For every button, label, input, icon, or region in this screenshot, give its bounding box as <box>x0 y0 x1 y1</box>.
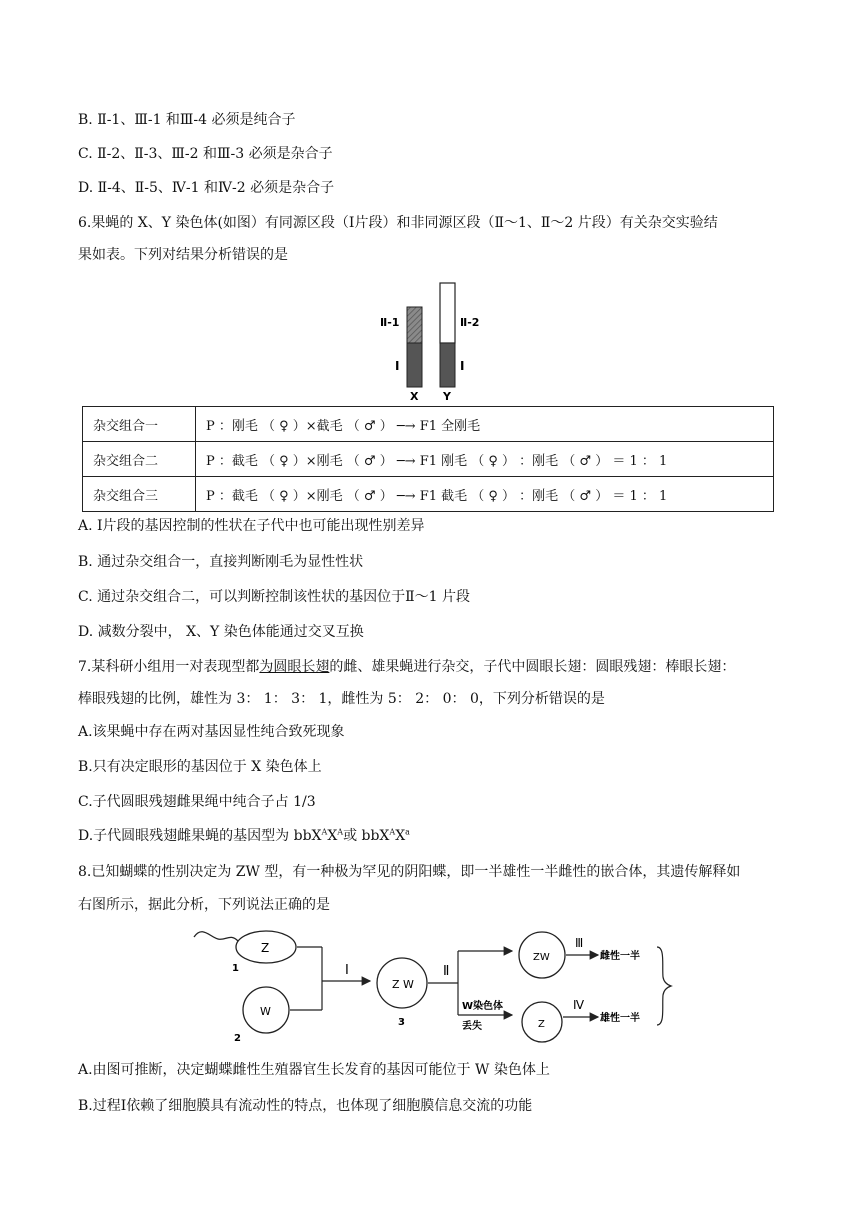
q6-option-c: C. 通过杂交组合二，可以判断控制该性状的基因位于Ⅱ～1 片段 <box>78 589 470 605</box>
allele-sup: a <box>405 827 410 837</box>
label-x-i: Ⅰ <box>395 359 400 373</box>
xy-chromosome-figure <box>360 278 500 404</box>
q5-option-d: D. Ⅱ-4、Ⅱ-5、Ⅳ-1 和Ⅳ-2 必须是杂合子 <box>78 180 335 196</box>
q7-option-d-text: X <box>395 828 406 844</box>
q8-stem-line2: 右图所示，据此分析，下列说法正确的是 <box>78 897 330 913</box>
cell-1-label: Z <box>261 941 270 955</box>
label-ii2: Ⅱ-2 <box>460 316 480 329</box>
cell-z-label: Z <box>538 1019 545 1030</box>
y-chromosome-segment-i <box>440 343 455 387</box>
allele-sup: A <box>321 827 328 837</box>
table-row <box>83 442 774 477</box>
q7-option-d-text: D.子代圆眼残翅雌果蝇的基因型为 bbX <box>78 828 322 844</box>
q7-stem-part2: 的雌、雄果蝇进行杂交，子代中圆眼长翅：圆眼残翅：棒眼长翅： <box>329 659 736 675</box>
step-i-label: Ⅰ <box>345 963 349 978</box>
butterfly-inheritance-diagram <box>190 925 680 1043</box>
x-chromosome-segment-ii1 <box>407 307 422 343</box>
cell-2-label: W <box>260 1005 271 1018</box>
table-row <box>83 407 774 442</box>
cross-content: P ：刚毛 （ ♀ ）×截毛 （ ♂ ） ─→ F1 全刚毛 <box>196 407 774 442</box>
q7-option-d-text: X <box>327 828 338 844</box>
q7-stem-line1 <box>78 657 735 677</box>
q7-option-d-text: 或 bbX <box>343 828 390 844</box>
q6-stem-line1: 6.果蝇的 X、Y 染色体(如图）有同源区段（Ⅰ片段）和非同源区段（Ⅱ～1、Ⅱ～2 片段）有关杂交实验结 <box>78 215 718 231</box>
step-iii-label: Ⅲ <box>575 936 584 950</box>
q7-option-d <box>78 826 410 846</box>
q6-option-d: D. 减数分裂中， X、Y 染色体能通过交叉互换 <box>78 624 364 640</box>
step-ii-label: Ⅱ <box>443 964 450 979</box>
step-iv-label: Ⅳ <box>573 998 585 1012</box>
cell-1-number: 1 <box>232 963 239 974</box>
q7-stem-part1: 7.某科研小组用一对表现型都 <box>78 659 260 675</box>
q7-option-a: A.该果蝇中存在两对基因显性纯合致死现象 <box>78 724 345 740</box>
label-ii1: Ⅱ-1 <box>380 316 400 329</box>
q7-option-b: B.只有决定眼形的基因位于 X 染色体上 <box>78 759 322 775</box>
q6-option-b: B. 通过杂交组合一，直接判断刚毛为显性性状 <box>78 554 364 570</box>
cell-2-number: 2 <box>234 1033 241 1043</box>
cell-zw-label: ZW <box>533 952 550 963</box>
label-y-i: Ⅰ <box>460 359 465 373</box>
cell-3-label: Z W <box>392 978 414 991</box>
cell-3-number: 3 <box>398 1017 405 1028</box>
q8-option-a: A.由图可推断，决定蝴蝶雌性生殖器官生长发育的基因可能位于 W 染色体上 <box>78 1062 550 1078</box>
q7-option-c: C.子代圆眼残翅雌果绳中纯合子占 1/3 <box>78 794 316 810</box>
q6-stem-line2: 果如表。下列对结果分析错误的是 <box>78 247 288 263</box>
q8-option-b: B.过程Ⅰ依赖了细胞膜具有流动性的特点，也体现了细胞膜信息交流的功能 <box>78 1098 533 1114</box>
w-loss-label: W染色体 <box>462 1001 504 1012</box>
label-y: Y <box>443 390 451 403</box>
label-x: X <box>410 390 419 403</box>
cross-content: P ：截毛 （ ♀ ）×刚毛 （ ♂ ） ─→ F1 刚毛 （ ♀ ） ：刚毛 （ ♂ ） ＝ 1 ： 1 <box>196 442 774 477</box>
y-chromosome-segment-ii2 <box>440 283 455 343</box>
right-brace <box>657 947 671 1025</box>
table-row <box>83 477 774 512</box>
cross-label: 杂交组合二 <box>83 442 196 477</box>
allele-sup: A <box>389 827 396 837</box>
w-loss-label-2: 丢失 <box>462 1021 482 1032</box>
q6-option-a: A. Ⅰ片段的基因控制的性状在子代中也可能出现性别差异 <box>78 518 425 534</box>
x-chromosome-segment-i <box>407 343 422 387</box>
male-half-label: 雄性一半 <box>600 1013 640 1024</box>
sperm-tail-icon <box>194 932 238 941</box>
q5-option-c: C. Ⅱ-2、Ⅱ-3、Ⅲ-2 和Ⅲ-3 必须是杂合子 <box>78 146 333 162</box>
q7-stem-line2: 棒眼残翅的比例，雄性为 3： 1： 3： 1，雌性为 5： 2： 0： 0，下列分析错误的是 <box>78 691 605 707</box>
q7-underlined-phrase: 为圆眼长翅 <box>259 659 330 675</box>
allele-sup: A <box>337 827 344 837</box>
q5-option-b: B. Ⅱ-1、Ⅲ-1 和Ⅲ-4 必须是纯合子 <box>78 112 296 128</box>
cross-label: 杂交组合一 <box>83 407 196 442</box>
cross-results-table <box>82 406 774 512</box>
cross-content: P ：截毛 （ ♀ ）×刚毛 （ ♂ ） ─→ F1 截毛 （ ♀ ） ：刚毛 （ ♂ ） ＝ 1 ： 1 <box>196 477 774 512</box>
cross-label: 杂交组合三 <box>83 477 196 512</box>
q8-stem-line1: 8.已知蝴蝶的性别决定为 ZW 型，有一种极为罕见的阴阳蝶，即一半雄性一半雌性的嵌合体，其遗传解释如 <box>78 864 741 880</box>
female-half-label: 雌性一半 <box>600 951 640 962</box>
